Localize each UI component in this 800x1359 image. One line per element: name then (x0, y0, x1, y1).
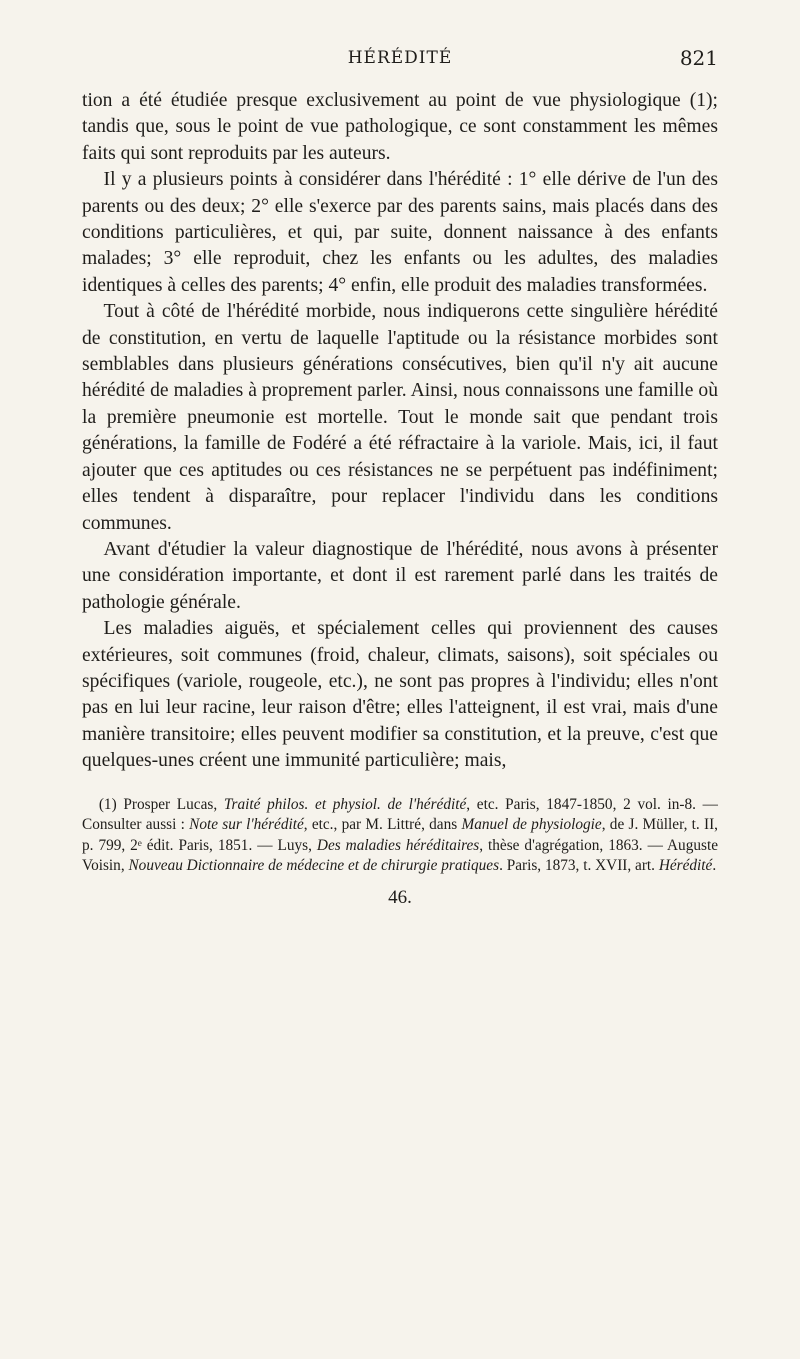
footnote-text: , etc., par M. Littré, dans (303, 816, 462, 834)
footnote-text: (1) Prosper Lucas, (98, 795, 224, 813)
paragraph-3: Tout à côté de l'hérédité morbide, nous indiquerons cette singulière hérédité de constitution, en vertu de laquelle l'aptitude ou la résistance morbides sont semblables dans plusieurs générations consécutives, bien qu'il n'y ait aucune hérédité de maladies à proprement parler. Ainsi, nous connaissons une famille où la première pneumonie est mortelle. Tout le monde sait que pendant trois générations, la famille de Fodéré a été réfractaire à la variole. Mais, ici, il faut ajouter que ces aptitudes ou ces résistances ne se perpétuent pas indéfiniment; elles tendent à disparaître, pour replacer l'individu dans les conditions communes. (82, 301, 718, 534)
footnote-text: , de J. Müller, t. II, p. 799, 2ᵉ édit. Paris, 1851. — Luys, (82, 816, 719, 854)
page-header (82, 46, 718, 80)
paragraph-4: Avant d'étudier la valeur diagnostique de l'hérédité, nous avons à présenter une considération importante, et dont il est rarement parlé dans les traités de pathologie générale. (82, 538, 718, 613)
footnote-text: , etc. Paris, 1847-1850, 2 vol. in-8. — Consulter aussi : (82, 795, 718, 834)
book-page (82, 46, 718, 909)
footnote-title: Nouveau Dictionnaire de médecine et de chirurgie pratiques (128, 857, 500, 875)
footnote-title: Traité philos. et physiol. de l'hérédité (223, 795, 467, 813)
footnote-text: , thèse d'agrégation, 1863. — Auguste Voisin, (82, 836, 718, 875)
footnote-title: Des maladies héréditaires (316, 836, 480, 854)
footnote-title: Note sur l'hérédité (189, 816, 304, 834)
paragraph-5: Les maladies aiguës, et spécialement celles qui proviennent des causes extérieures, soit communes (froid, chaleur, climats, saisons), soit spéciales ou spécifiques (variole, rougeole, etc.), ne sont pas propres à l'individu; elles n'ont pas en lui leur racine, leur raison d'être; elles l'atteignent, il est vrai, mais d'une manière transitoire; elles peuvent modifier sa constitution, et la preuve, c'est que quelques-unes créent une immunité particulière; mais, (82, 618, 718, 772)
paragraph-1: tion a été étudiée presque exclusivement au point de vue physiologique (1); tandis que, sous le point de vue pathologique, ce sont constamment les mêmes faits qui sont reproduits par les auteurs. (82, 90, 718, 164)
footnote-text: . Paris, 1873, t. XVII, art. (499, 857, 659, 875)
page-number: 821 (679, 46, 718, 70)
footnote-text: . (712, 857, 717, 875)
running-title: HÉRÉDITÉ (347, 48, 453, 68)
main-text (82, 88, 718, 775)
footnote-title: Manuel de physiologie (461, 816, 602, 834)
signature-mark: 46. (388, 886, 412, 908)
footnote-title: Hérédité (658, 857, 713, 875)
footnote (82, 795, 718, 877)
paragraph-2: Il y a plusieurs points à considérer dans l'hérédité : 1° elle dérive de l'un des parents ou des deux; 2° elle s'exerce par des parents sains, mais placés dans des conditions particulières, et qui, par suite, donnent naissance à des enfants malades; 3° elle reproduit, chez les enfants ou les adultes, des maladies identiques à celles des parents; 4° enfin, elle produit des maladies transformées. (82, 169, 718, 296)
